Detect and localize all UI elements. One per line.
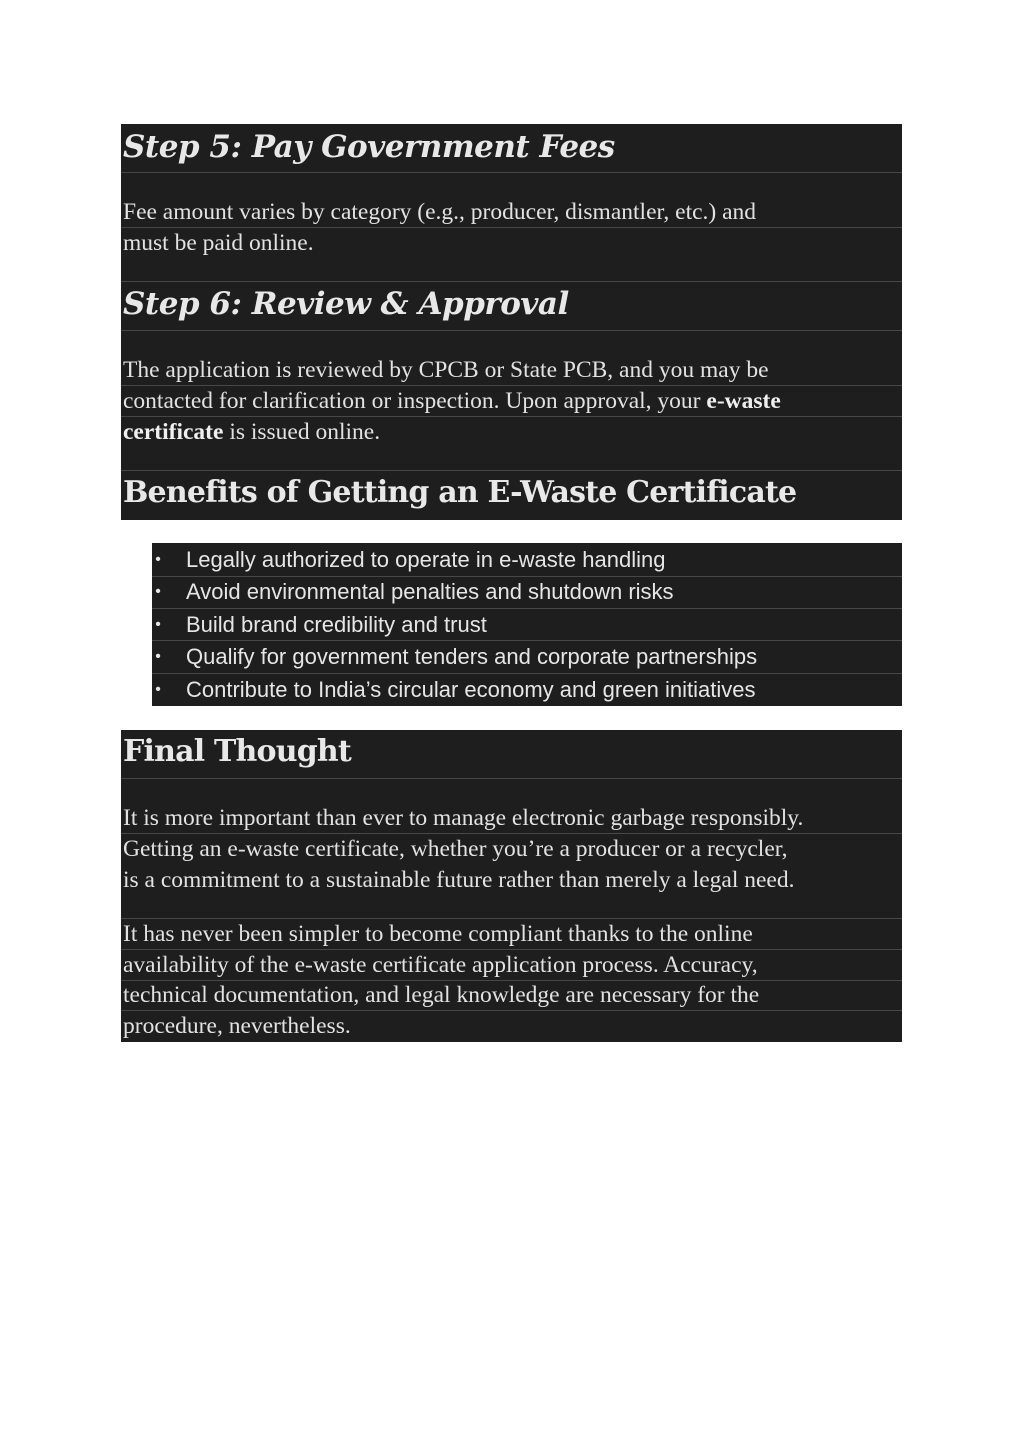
step5-line-1: Fee amount varies by category (e.g., producer, dismantler, etc.) and [123,199,757,225]
steps-section [121,124,902,520]
final-para1-line-1: It is more important than ever to manage electronic garbage responsibly. [123,805,804,831]
divider [121,778,902,779]
list-item: • Build brand credibility and trust [155,612,487,637]
step6-line-1: The application is reviewed by CPCB or State PCB, and you may be [123,357,769,383]
list-item: • Legally authorized to operate in e-waste handling [155,547,666,572]
list-item: • Avoid environmental penalties and shutdown risks [155,579,674,604]
final-para2-line-1: It has never been simpler to become compliant thanks to the online [123,921,753,947]
final-para1-line-2: Getting an e-waste certificate, whether you’re a producer or a recycler, [123,836,788,862]
final-para2-line-3: technical documentation, and legal knowledge are necessary for the [123,982,760,1008]
final-para1-line-3: is a commitment to a sustainable future rather than merely a legal need. [123,867,795,893]
step6-heading: Step 6: Review & Approval [123,286,569,322]
step6-line-3: certificate is issued online. [123,419,381,445]
ewaste-bold: e-waste [706,388,781,414]
list-item: • Contribute to India’s circular economy and green initiatives [155,677,756,702]
final-para2-line-4: procedure, nevertheless. [123,1013,351,1039]
step5-line-2: must be paid online. [123,230,314,256]
benefits-heading: Benefits of Getting an E-Waste Certificate [123,475,797,510]
final-para2-line-2: availability of the e-waste certificate application process. Accuracy, [123,952,758,978]
list-item: • Qualify for government tenders and corporate partnerships [155,644,758,669]
divider [121,172,902,173]
divider [121,330,902,331]
final-heading: Final Thought [123,734,351,769]
final-thought-section [121,730,902,1042]
benefits-list [152,543,902,706]
step5-heading: Step 5: Pay Government Fees [123,129,615,165]
step6-line-2: contacted for clarification or inspection. Upon approval, your e-waste [123,388,781,414]
certificate-bold: certificate [123,419,224,445]
